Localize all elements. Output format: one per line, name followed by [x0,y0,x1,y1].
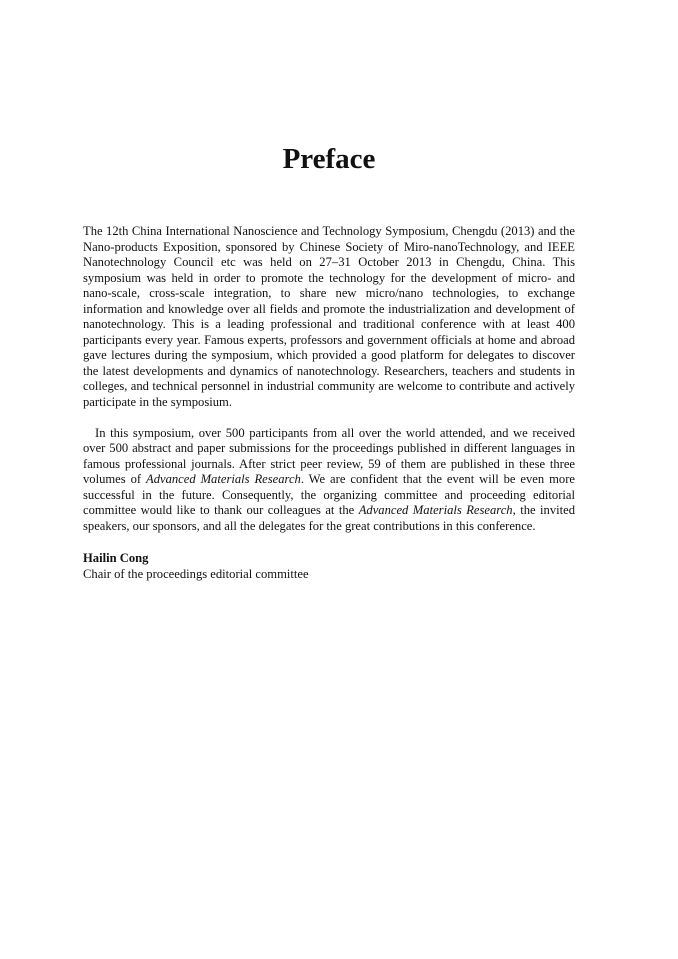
page-title: Preface [282,143,376,175]
signature-name: Hailin Cong [83,551,149,565]
paragraph-2-text-part-3: , the invited speakers, our sponsors, and all the delegates for the great contributions in this conference. [83,503,576,533]
signature-role: Chair of the proceedings editorial committee [83,566,309,581]
journal-title-1: Advanced Materials Research [146,472,301,486]
paragraph-2-text-part-1: In this symposium, over 500 participants from all over the world attended, and we received over 500 abstract and paper submissions for the proceedings published in different languages in famous professional journals. After strict peer review, 59 of them are published in these three volumes of [83,425,575,486]
preface-paragraph-1: The 12th China International Nanoscience and Technology Symposium, Chengdu (2013) and the Nano-products Exposition, sponsored by Chinese Society of Miro-nanoTechnology, and IEEE Nanotechnology Council etc was held on 27–31 October 2013 in Chengdu, China. This symposium was held in order to promote the technology for the development of micro- and nano-scale, cross-scale integration, to share new micro/nano technologies, to exchange information and knowledge over all fields and promote the industrialization and development of nanotechnology. This is a leading professional and traditional conference with at least 400 participants every year. Famous experts, professors and government officials at home and abroad gave lectures during the symposium, which provided a good platform for delegates to discover the latest developments and dynamics of nanotechnology. Researchers, teachers and students in colleges, and technical personnel in industrial community are welcome to contribute and actively participate in the symposium. [83,224,575,409]
signature-block [83,551,575,582]
preface-body [83,224,575,582]
preface-paragraph-2 [83,426,575,535]
journal-title-2: Advanced Materials Research [358,503,513,517]
paragraph-2-text-part-2: . We are confident that the event will be even more successful in the future. Consequently, the organizing committee and proceeding editorial committee would like to thank our colleagues at the [83,472,575,517]
